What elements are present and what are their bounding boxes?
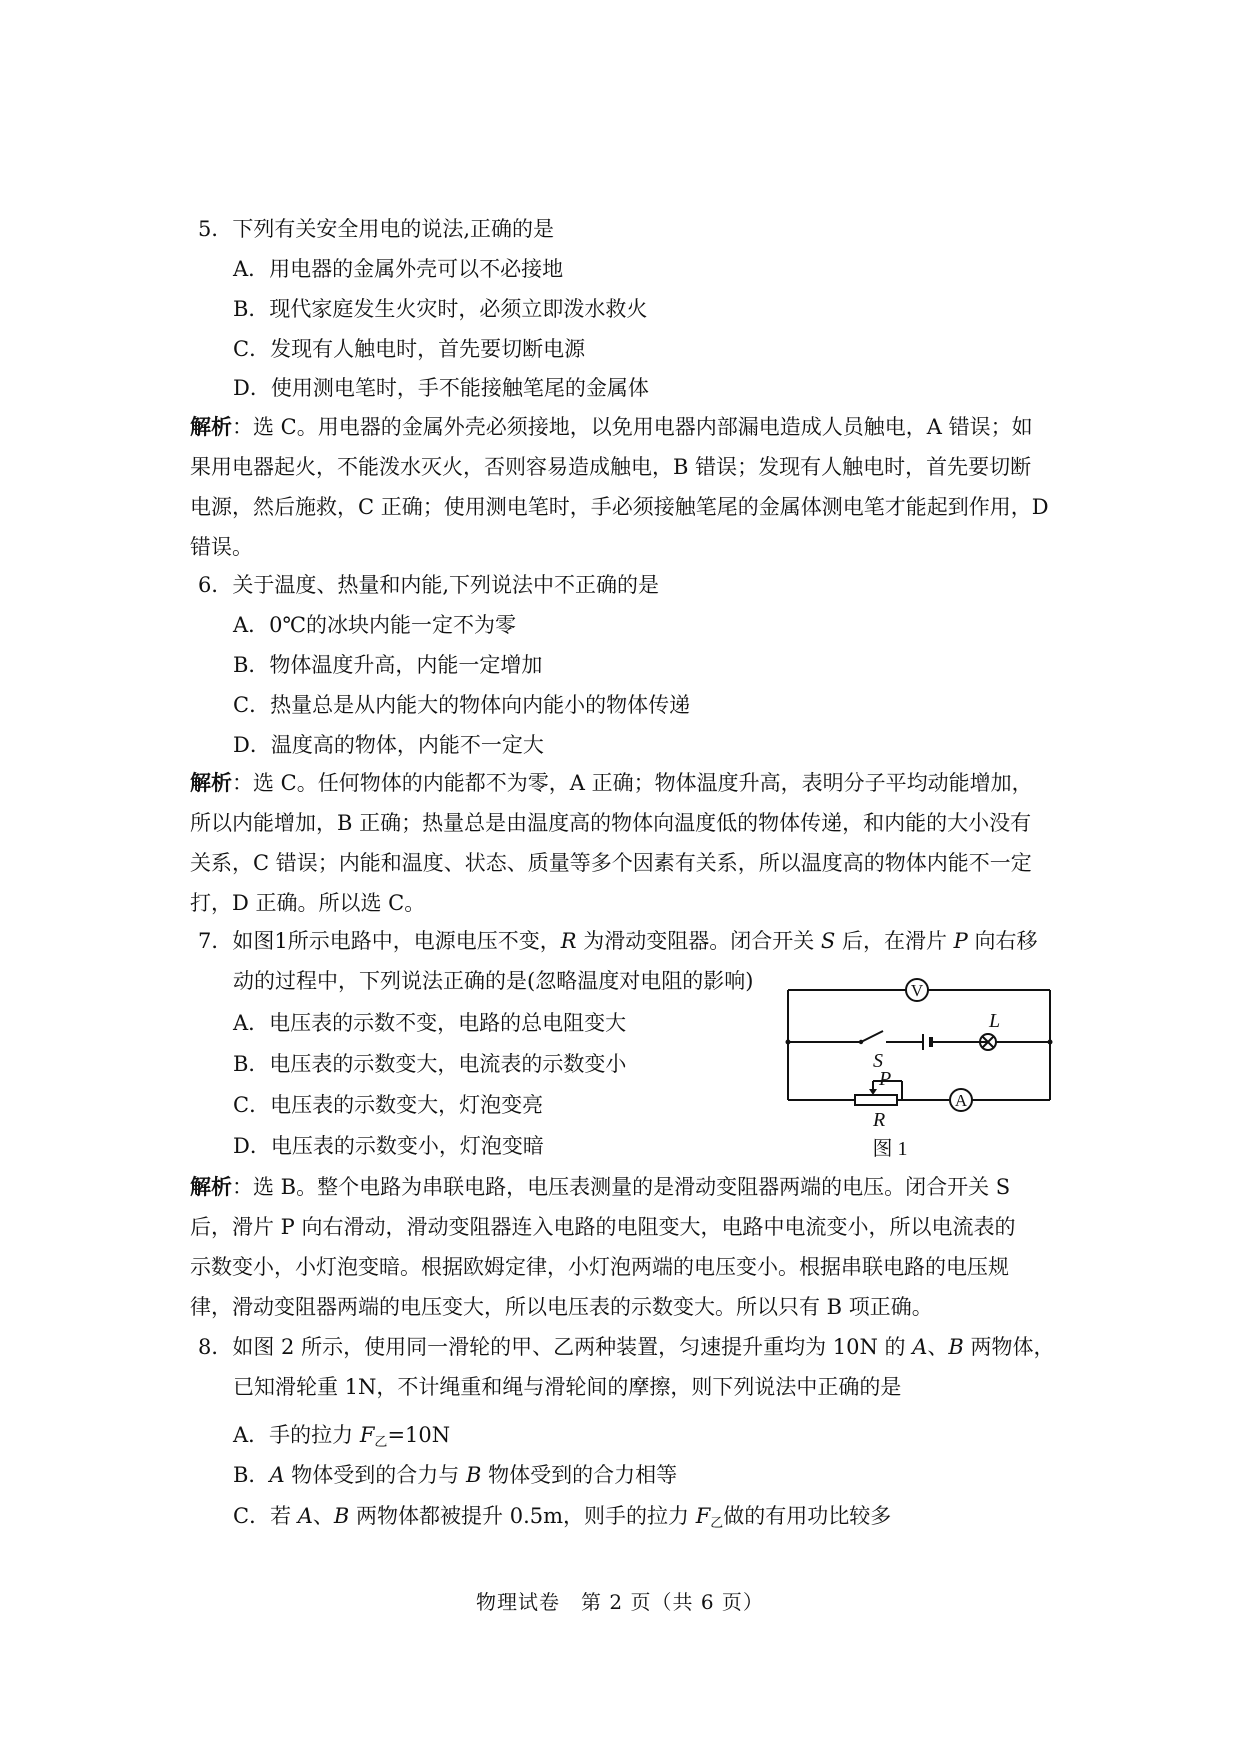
q5-analysis-line-2: 果用电器起火，不能泼水灭火，否则容易造成触电，B 错误；发现有人触电时，首先要切断 <box>190 455 1032 479</box>
q7-analysis-line-3: 示数变小，小灯泡变暗。根据欧姆定律，小灯泡两端的电压变小。根据串联电路的电压规 <box>190 1255 1009 1279</box>
q7-option-c: C．电压表的示数变大，灯泡变亮 <box>233 1093 544 1117</box>
q6-analysis-line-3: 关系，C 错误；内能和温度、状态、质量等多个因素有关系，所以温度高的物体内能不一定 <box>190 851 1032 875</box>
rheostat-body <box>855 1095 897 1105</box>
circuit-diagram <box>783 975 1068 1165</box>
slider-label: P <box>879 1068 892 1090</box>
lamp-label: L <box>989 1010 1001 1032</box>
q8-stem-line-1: 8．如图 2 所示，使用同一滑轮的甲、乙两种装置，匀速提升重均为 10N 的 A、B 两物体， <box>198 1335 1055 1359</box>
q8-option-a: A．手的拉力 $F_乙=10N$ <box>233 1423 451 1450</box>
q8-option-c: C．若 A、B 两物体都被提升 0.5m，则手的拉力 $F_乙$做的有用功比较多 <box>233 1504 892 1531</box>
q6-option-d: D．温度高的物体，内能不一定大 <box>233 733 544 757</box>
q6-option-b: B．物体温度升高，内能一定增加 <box>233 653 543 677</box>
q6-option-c: C．热量总是从内能大的物体向内能小的物体传递 <box>233 693 691 717</box>
page-footer: 物理试卷 第 2 页（共 6 页） <box>476 1590 764 1614</box>
analysis-label: 解析 <box>190 770 232 795</box>
q6-analysis-line-4: 打，D 正确。所以选 C。 <box>190 891 426 915</box>
q5-option-d: D．使用测电笔时，手不能接触笔尾的金属体 <box>233 376 649 400</box>
q8-stem-line-2: 已知滑轮重 1N，不计绳重和绳与滑轮间的摩擦，则下列说法中正确的是 <box>233 1375 902 1399</box>
q7-analysis-line-2: 后，滑片 P 向右滑动，滑动变阻器连入电路的电阻变大，电路中电流变小，所以电流表的 <box>190 1215 1016 1239</box>
q5-analysis-line-3: 电源，然后施救，C 正确；使用测电笔时，手必须接触笔尾的金属体测电笔才能起到作用，D <box>190 495 1049 519</box>
rheostat-label: R <box>873 1109 886 1131</box>
q7-option-d: D．电压表的示数变小，灯泡变暗 <box>233 1134 544 1158</box>
q6-analysis-line-2: 所以内能增加，B 正确；热量总是由温度高的物体向温度低的物体传递，和内能的大小没有 <box>190 811 1032 835</box>
voltmeter-label: V <box>910 981 924 1000</box>
q5-option-b: B．现代家庭发生火灾时，必须立即泼水救火 <box>233 297 648 321</box>
q6-stem: 6．关于温度、热量和内能,下列说法中不正确的是 <box>198 573 660 597</box>
q7-stem-line-1: 7．如图1所示电路中，电源电压不变，R 为滑动变阻器。闭合开关 S 后，在滑片 P 向右移 <box>198 929 1038 953</box>
analysis-label: 解析 <box>190 414 232 439</box>
switch-blade <box>861 1031 883 1042</box>
q5-stem: 5．下列有关安全用电的说法,正确的是 <box>198 217 555 241</box>
q7-stem-line-2: 动的过程中，下列说法正确的是(忽略温度对电阻的影响) <box>233 969 754 993</box>
q5-analysis-line-4: 错误。 <box>190 535 253 559</box>
q6-analysis-line-1: 解析：选 C。任何物体的内能都不为零，A 正确；物体温度升高，表明分子平均动能增加， <box>190 770 1033 795</box>
switch-pivot <box>859 1040 863 1044</box>
q8-option-b: B．A 物体受到的合力与 B 物体受到的合力相等 <box>233 1463 678 1487</box>
figure-caption: 图 1 <box>872 1138 908 1160</box>
q5-option-c: C．发现有人触电时，首先要切断电源 <box>233 337 586 361</box>
junction-left <box>786 1040 791 1045</box>
q7-analysis-line-4: 律，滑动变阻器两端的电压变大，所以电压表的示数变大。所以只有 B 项正确。 <box>190 1295 933 1319</box>
analysis-label: 解析 <box>190 1174 232 1199</box>
q7-option-b: B．电压表的示数变大，电流表的示数变小 <box>233 1052 627 1076</box>
q5-analysis-line-1: 解析：选 C。用电器的金属外壳必须接地，以免用电器内部漏电造成人员触电，A 错误；如 <box>190 414 1033 439</box>
q5-option-a: A．用电器的金属外壳可以不必接地 <box>233 257 564 281</box>
ammeter-label: A <box>954 1091 968 1110</box>
q7-option-a: A．电压表的示数不变，电路的总电阻变大 <box>233 1011 627 1035</box>
switch-label: S <box>873 1050 883 1072</box>
q6-option-a: A．0℃的冰块内能一定不为零 <box>233 613 517 637</box>
junction-right <box>1048 1040 1053 1045</box>
q7-analysis-line-1: 解析：选 B。整个电路为串联电路，电压表测量的是滑动变阻器两端的电压。闭合开关 S <box>190 1174 1011 1199</box>
